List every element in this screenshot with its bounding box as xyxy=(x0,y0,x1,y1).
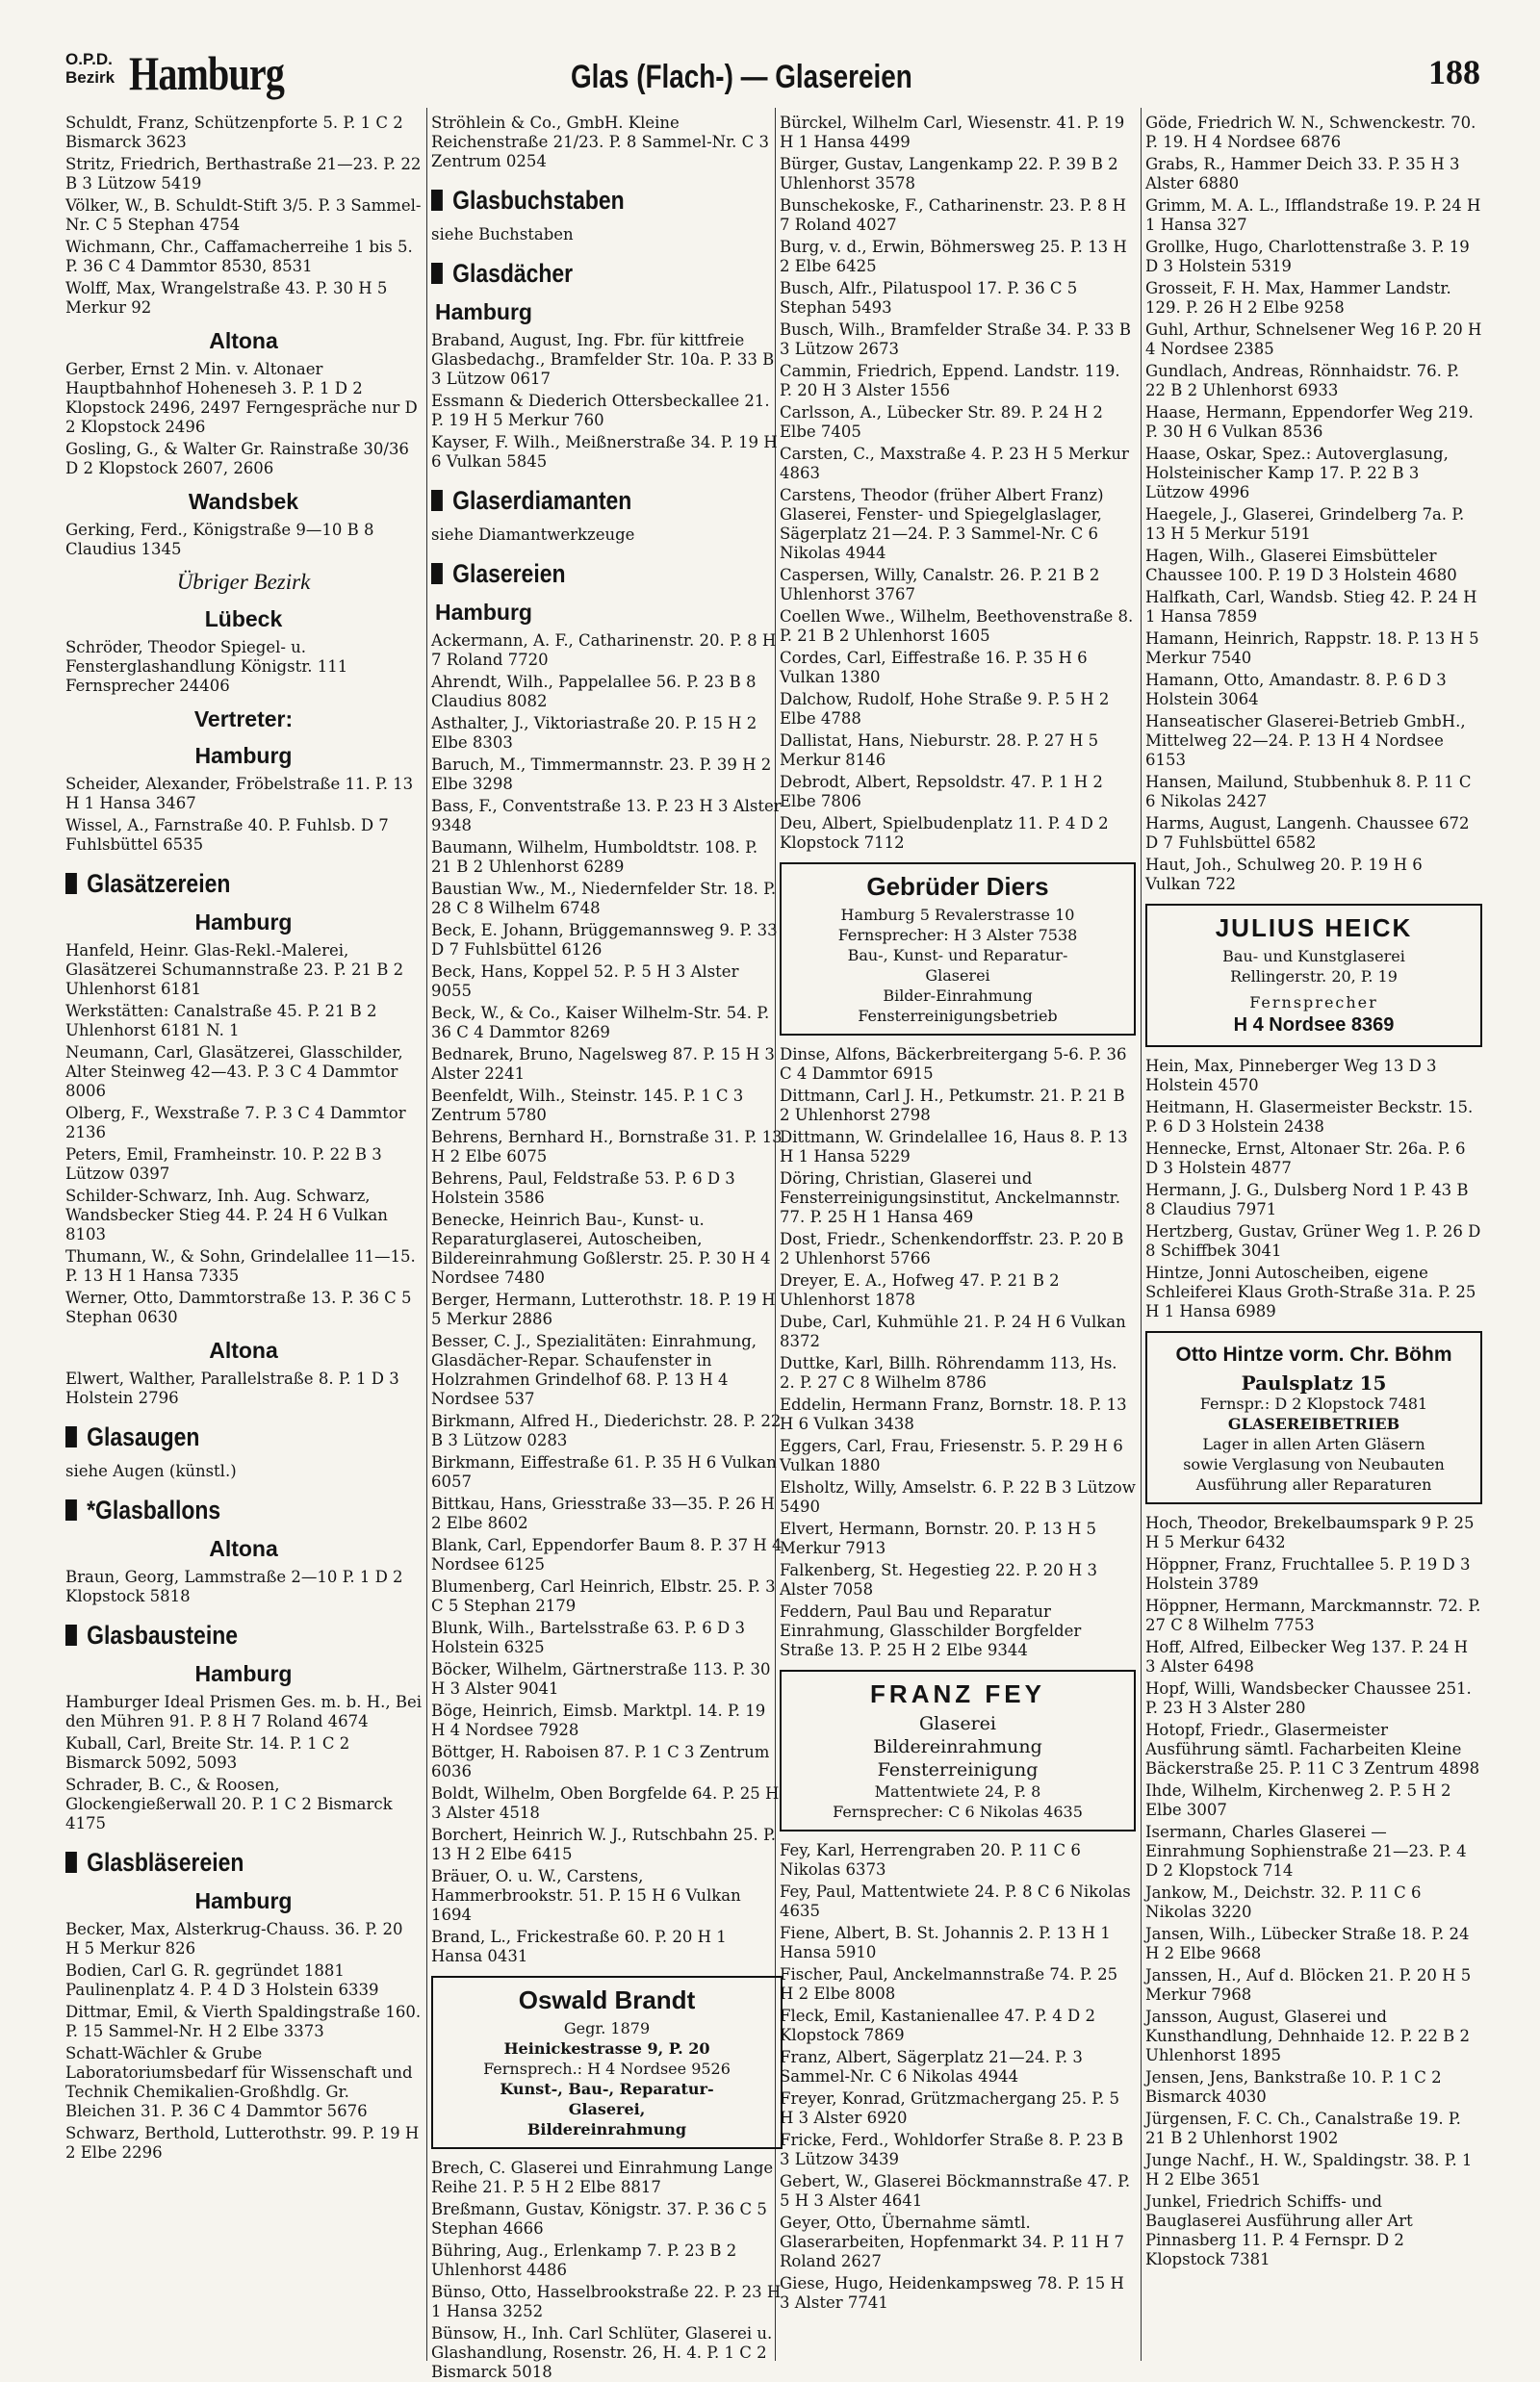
directory-entry: Gundlach, Andreas, Rönnhaidstr. 76. P. 22 B 2 Uhlenhorst 6933 xyxy=(1145,362,1460,399)
column-2 xyxy=(431,114,783,2381)
directory-entry: Dreyer, E. A., Hofweg 47. P. 21 B 2 Uhlenhorst 1878 xyxy=(780,1271,1060,1309)
directory-entry: Junkel, Friedrich Schiffs- und Bauglaserei Ausführung aller Art Pinnasberg 11. P. 4 Fernspr. D 2 Klopstock 7381 xyxy=(1145,2192,1413,2268)
directory-entry: Caspersen, Willy, Canalstr. 26. P. 21 B 2 Uhlenhorst 3767 xyxy=(780,566,1100,603)
directory-entry: Burg, v. d., Erwin, Böhmersweg 25. P. 13 H 2 Elbe 6425 xyxy=(780,238,1127,275)
subheading-hamburg: Hamburg xyxy=(435,600,532,625)
subheading-altona: Altona xyxy=(209,1536,278,1561)
directory-entry: Baustian Ww., M., Niedernfelder Str. 18. P. 28 C 8 Wilhelm 6748 xyxy=(431,880,777,917)
directory-entry: Böttger, H. Raboisen 87. P. 1 C 3 Zentrum 6036 xyxy=(431,1743,770,1780)
ad-line: Fernspr.: D 2 Klopstock 7481 xyxy=(1199,1395,1428,1413)
section-glasballons: *Glasballons xyxy=(65,1495,369,1525)
subheading-luebeck: Lübeck xyxy=(204,606,283,631)
directory-entry: Braun, Georg, Lammstraße 2—10 P. 1 D 2 Klopstock 5818 xyxy=(65,1568,403,1605)
entries-group xyxy=(431,331,783,472)
ad-line: Bildereinrahmung xyxy=(526,2120,687,2139)
directory-entry: Cammin, Friedrich, Eppend. Landstr. 119. P. 20 H 3 Alster 1556 xyxy=(780,362,1120,399)
directory-entry: Bittkau, Hans, Griesstraße 33—35. P. 26 H 2 Elbe 8602 xyxy=(431,1495,775,1532)
directory-entry: Debrodt, Albert, Repsoldstr. 47. P. 1 H 2 Elbe 7806 xyxy=(780,773,1103,810)
directory-entry: Beck, W., & Co., Kaiser Wilhelm-Str. 54. P. 36 C 4 Dammtor 8269 xyxy=(431,1004,770,1041)
directory-entry: Grabs, R., Hammer Deich 33. P. 35 H 3 Alster 6880 xyxy=(1145,155,1460,192)
directory-entry: Ströhlein & Co., GmbH. Kleine Reichenstraße 21/23. P. 8 Sammel-Nr. C 3 Zentrum 0254 xyxy=(431,114,770,170)
column-4 xyxy=(1145,114,1482,2366)
directory-entry: Elvert, Hermann, Bornstr. 20. P. 13 H 5 Merkur 7913 xyxy=(780,1520,1097,1557)
subheading-hamburg: Hamburg xyxy=(194,743,293,768)
ad-line: Bilder-Einrahmung xyxy=(883,986,1033,1005)
entries-group xyxy=(65,360,422,478)
directory-entry: Blumenberg, Carl Heinrich, Elbstr. 25. P. 3 C 5 Stephan 2179 xyxy=(431,1577,776,1615)
section-glasaugen: Glasaugen xyxy=(65,1422,369,1452)
directory-entry: Elwert, Walther, Parallelstraße 8. P. 1 D 3 Holstein 2796 xyxy=(65,1370,399,1407)
directory-entry: Halfkath, Carl, Wandsb. Stieg 42. P. 24 H 1 Hansa 7859 xyxy=(1145,588,1477,626)
directory-entry: Scheider, Alexander, Fröbelstraße 11. P. 13 H 1 Hansa 3467 xyxy=(65,775,414,812)
entries-group xyxy=(780,1841,1136,2313)
directory-entry: Haase, Hermann, Eppendorfer Weg 219. P. 30 H 6 Vulkan 8536 xyxy=(1145,403,1474,441)
directory-entry: Hamann, Otto, Amandastr. 8. P. 6 D 3 Holstein 3064 xyxy=(1145,671,1447,708)
page-header xyxy=(65,46,1480,106)
directory-entry: Hertzberg, Gustav, Grüner Weg 1. P. 26 D 8 Schiffbek 3041 xyxy=(1145,1222,1481,1260)
directory-entry: Dinse, Alfons, Bäckerbreitergang 5-6. P. 36 C 4 Dammtor 6915 xyxy=(780,1045,1127,1083)
directory-entry: Hanfeld, Heinr. Glas-Rekl.-Malerei, Glasätzerei Schumannstraße 23. P. 21 B 2 Uhlenhorst 6181 xyxy=(65,941,404,998)
directory-entry: Borchert, Heinrich W. J., Rutschbahn 25. P. 13 H 2 Elbe 6415 xyxy=(431,1826,776,1863)
directory-entry: Birkmann, Alfred H., Diederichstr. 28. P. 22 B 3 Lützow 0283 xyxy=(431,1412,782,1449)
cross-reference: siehe Augen (künstl.) xyxy=(65,1462,237,1480)
ad-title: Oswald Brandt xyxy=(518,1985,696,2014)
directory-entry: Gebert, W., Glaserei Böckmannstraße 47. P. 5 H 3 Alster 4641 xyxy=(780,2172,1131,2210)
directory-entry: Breßmann, Gustav, Königstr. 37. P. 36 C 5 Stephan 4666 xyxy=(431,2200,767,2238)
directory-entry: Schrader, B. C., & Roosen, Glockengießerwall 20. P. 1 C 2 Bismarck 4175 xyxy=(65,1776,393,1832)
directory-entry: Dallistat, Hans, Nieburstr. 28. P. 27 H 5 Merkur 8146 xyxy=(780,731,1099,769)
ad-line: Rellingerstr. 20, P. 19 xyxy=(1230,967,1398,986)
directory-entry: Falkenberg, St. Hegestieg 22. P. 20 H 3 Alster 7058 xyxy=(780,1561,1098,1599)
ad-title: FRANZ FEY xyxy=(870,1679,1045,1708)
directory-entry: Hoff, Alfred, Eilbecker Weg 137. P. 24 H 3 Alster 6498 xyxy=(1145,1638,1469,1676)
directory-entry: Essmann & Diederich Ottersbeckallee 21. P. 19 H 5 Merkur 760 xyxy=(431,392,770,429)
directory-entry: Haegele, J., Glaserei, Grindelberg 7a. P. 13 H 5 Merkur 5191 xyxy=(1145,505,1465,543)
directory-entry: Beck, Hans, Koppel 52. P. 5 H 3 Alster 9055 xyxy=(431,962,739,1000)
directory-entry: Hein, Max, Pinneberger Weg 13 D 3 Holstein 4570 xyxy=(1145,1057,1437,1094)
entries-group xyxy=(65,1370,422,1408)
ad-line: Glaserei xyxy=(919,1713,996,1734)
ad-line: Fernsprecher: H 3 Alster 7538 xyxy=(837,926,1078,944)
subheading-wandsbek: Wandsbek xyxy=(188,489,299,514)
ad-line: Bau-, Kunst- und Reparatur- xyxy=(847,946,1068,964)
entries-group xyxy=(780,1045,1136,1660)
directory-entry: Wichmann, Chr., Caffamacherreihe 1 bis 5. P. 36 C 4 Dammtor 8530, 8531 xyxy=(65,238,413,275)
directory-entry: Deu, Albert, Spielbudenplatz 11. P. 4 D 2 Klopstock 7112 xyxy=(780,814,1109,852)
directory-entry: Elsholtz, Willy, Amselstr. 6. P. 22 B 3 Lützow 5490 xyxy=(780,1478,1136,1516)
directory-entry: Schwarz, Berthold, Lutterothstr. 99. P. 19 H 2 Elbe 2296 xyxy=(65,2124,420,2162)
subheading-uebriger-bezirk: Übriger Bezirk xyxy=(176,570,311,594)
directory-entry: Bünso, Otto, Hasselbrookstraße 22. P. 23 H 1 Hansa 3252 xyxy=(431,2283,782,2320)
directory-entry: Jankow, M., Deichstr. 32. P. 11 C 6 Nikolas 3220 xyxy=(1145,1883,1422,1921)
directory-entry: Grimm, M. A. L., Ifflandstraße 19. P. 24 H 1 Hansa 327 xyxy=(1145,196,1481,234)
directory-entry: Olberg, F., Wexstraße 7. P. 3 C 4 Dammtor 2136 xyxy=(65,1104,406,1141)
directory-entry: Bednarek, Bruno, Nagelsweg 87. P. 15 H 3 Alster 2241 xyxy=(431,1045,775,1083)
directory-entry: Guhl, Arthur, Schnelsener Weg 16 P. 20 H 4 Nordsee 2385 xyxy=(1145,320,1482,358)
directory-entry: Geyer, Otto, Übernahme sämtl. Glaserarbeiten, Hopfenmarkt 34. P. 11 H 7 Roland 2627 xyxy=(780,2214,1124,2270)
directory-entry: Isermann, Charles Glaserei — Einrahmung Sophienstraße 21—23. P. 4 D 2 Klopstock 714 xyxy=(1145,1823,1467,1880)
directory-entry: Freyer, Konrad, Grützmachergang 25. P. 5 H 3 Alster 6920 xyxy=(780,2089,1120,2127)
directory-entry: Bürger, Gustav, Langenkamp 22. P. 39 B 2 Uhlenhorst 3578 xyxy=(780,155,1118,192)
entries-group xyxy=(65,114,422,318)
ad-line: Mattentwiete 24, P. 8 xyxy=(874,1782,1041,1801)
ad-line: Paulsplatz 15 xyxy=(1241,1371,1387,1395)
entries-group xyxy=(65,521,422,559)
directory-entry: Bünsow, H., Inh. Carl Schlüter, Glaserei u. Glashandlung, Rosenstr. 26, H. 4. P. 1 C 2 Bismarck 5018 xyxy=(431,2324,773,2381)
directory-entry: Ahrendt, Wilh., Pappelallee 56. P. 23 B 8 Claudius 8082 xyxy=(431,673,757,710)
entries-group xyxy=(65,1920,422,2163)
directory-entry: Behrens, Bernhard H., Bornstraße 31. P. 13 H 2 Elbe 6075 xyxy=(431,1128,783,1165)
entries-group xyxy=(1145,1057,1482,1321)
directory-entry: Blank, Carl, Eppendorfer Baum 8. P. 37 H 4 Nordsee 6125 xyxy=(431,1536,783,1574)
directory-entry: Jensen, Jens, Bankstraße 10. P. 1 C 2 Bismarck 4030 xyxy=(1145,2068,1442,2106)
directory-entry: Werkstätten: Canalstraße 45. P. 21 B 2 Uhlenhorst 6181 N. 1 xyxy=(65,1002,377,1039)
subheading-vertreter: Vertreter: xyxy=(193,706,294,731)
ad-title: JULIUS HEICK xyxy=(1215,913,1413,942)
directory-entry: Bräuer, O. u. W., Carstens, Hammerbrookstr. 51. P. 15 H 6 Vulkan 1694 xyxy=(431,1867,741,1924)
advertisement-julius-heick xyxy=(1145,904,1482,1047)
section-glasbuchstaben: Glasbuchstaben xyxy=(431,185,730,216)
entries-group xyxy=(431,2159,783,2382)
directory-entry: Behrens, Paul, Feldstraße 53. P. 6 D 3 Holstein 3586 xyxy=(431,1169,735,1207)
directory-entry: Eggers, Carl, Frau, Friesenstr. 5. P. 29 H 6 Vulkan 1880 xyxy=(780,1437,1123,1474)
directory-entry: Hennecke, Ernst, Altonaer Str. 26a. P. 6 D 3 Holstein 4877 xyxy=(1145,1140,1466,1177)
directory-entry: Coellen Wwe., Wilhelm, Beethovenstraße 8. P. 21 B 2 Uhlenhorst 1605 xyxy=(780,607,1134,645)
directory-entry: Bass, F., Conventstraße 13. P. 23 H 3 Alster 9348 xyxy=(431,797,782,834)
ad-line: Glaserei, xyxy=(568,2100,646,2118)
directory-entry: Boldt, Wilhelm, Oben Borgfelde 64. P. 25 H 3 Alster 4518 xyxy=(431,1784,780,1822)
directory-entry: Berger, Hermann, Lutterothstr. 18. P. 19 H 5 Merkur 2886 xyxy=(431,1291,776,1328)
directory-entry: Gerking, Ferd., Königstraße 9—10 B 8 Claudius 1345 xyxy=(65,521,374,558)
directory-entry: Böcker, Wilhelm, Gärtnerstraße 113. P. 30 H 3 Alster 9041 xyxy=(431,1660,771,1698)
ad-title: Gebrüder Diers xyxy=(866,872,1049,901)
directory-entry: Hamburger Ideal Prismen Ges. m. b. H., Bei den Mühren 91. P. 8 H 7 Roland 4674 xyxy=(65,1693,423,1730)
ad-line: Lager in allen Arten Gläsern xyxy=(1202,1435,1425,1453)
column-rule-1 xyxy=(426,108,427,2361)
ad-line: Bau- und Kunstglaserei xyxy=(1222,947,1405,965)
directory-entry: Ihde, Wilhelm, Kirchenweg 2. P. 5 H 2 Elbe 3007 xyxy=(1145,1781,1451,1819)
directory-entry: Dittmann, Carl J. H., Petkumstr. 21. P. 21 B 2 Uhlenhorst 2798 xyxy=(780,1087,1125,1124)
directory-entry: Besser, C. J., Spezialitäten: Einrahmung, Glasdächer-Repar. Schaufenster in Holzrahmen Grindelhof 68. P. 13 H 4 Nordsee 537 xyxy=(431,1332,757,1408)
directory-entry: Heitmann, H. Glasermeister Beckstr. 15. P. 6 D 3 Holstein 2438 xyxy=(1145,1098,1474,1136)
advertisement-franz-fey xyxy=(780,1670,1136,1831)
directory-entry: Janssen, H., Auf d. Blöcken 21. P. 20 H 5 Merkur 7968 xyxy=(1145,1966,1472,2004)
directory-entry: Fischer, Paul, Anckelmannstraße 74. P. 25 H 2 Elbe 8008 xyxy=(780,1965,1118,2003)
directory-entry: Fleck, Emil, Kastanienallee 47. P. 4 D 2 Klopstock 7869 xyxy=(780,2007,1095,2044)
column-3 xyxy=(780,114,1136,2366)
directory-entry: Hoch, Theodor, Brekelbaumspark 9 P. 25 H 5 Merkur 6432 xyxy=(1145,1514,1475,1551)
subheading-hamburg: Hamburg xyxy=(194,1888,293,1913)
directory-entry: Feddern, Paul Bau und Reparatur Einrahmung, Glasschilder Borgfelder Straße 13. P. 25 H 2 Elbe 9344 xyxy=(780,1602,1082,1659)
subheading-hamburg: Hamburg xyxy=(194,909,293,935)
ad-line: Fernsprecher: C 6 Nikolas 4635 xyxy=(833,1803,1083,1821)
ad-line: Fensterreinigungsbetrieb xyxy=(858,1007,1058,1025)
directory-entry: Dittmar, Emil, & Vierth Spaldingstraße 160. P. 15 Sammel-Nr. H 2 Elbe 3373 xyxy=(65,2003,422,2040)
directory-entry: Blunk, Wilh., Bartelsstraße 63. P. 6 D 3 Holstein 6325 xyxy=(431,1619,746,1656)
directory-entry: Beenfeldt, Wilh., Steinstr. 145. P. 1 C 3 Zentrum 5780 xyxy=(431,1087,744,1124)
directory-entry: Kuball, Carl, Breite Str. 14. P. 1 C 2 Bismarck 5092, 5093 xyxy=(65,1734,350,1772)
entries-group xyxy=(1145,114,1482,894)
directory-entry: Beck, E. Johann, Brüggemannsweg 9. P. 33 D 7 Fuhlsbüttel 6126 xyxy=(431,921,778,959)
directory-entry: Hintze, Jonni Autoscheiben, eigene Schleiferei Klaus Groth-Straße 31a. P. 25 H 1 Hansa 6989 xyxy=(1145,1264,1476,1320)
directory-entry: Franz, Albert, Sägerplatz 21—24. P. 3 Sammel-Nr. C 6 Nikolas 4944 xyxy=(780,2048,1083,2086)
directory-entry: Brech, C. Glaserei und Einrahmung Lange Reihe 21. P. 5 H 2 Elbe 8817 xyxy=(431,2159,774,2196)
directory-entry: Fricke, Ferd., Wohldorfer Straße 8. P. 23 B 3 Lützow 3439 xyxy=(780,2131,1123,2168)
directory-entry: Ackermann, A. F., Catharinenstr. 20. P. 8 H 7 Roland 7720 xyxy=(431,631,777,669)
directory-entry: Dittmann, W. Grindelallee 16, Haus 8. P. 13 H 1 Hansa 5229 xyxy=(780,1128,1128,1165)
opd-bezirk-label: O.P.D. Bezirk xyxy=(65,50,116,87)
cross-reference: siehe Diamantwerkzeuge xyxy=(431,525,635,544)
directory-entry: Jürgensen, F. C. Ch., Canalstraße 19. P. 21 B 2 Uhlenhorst 1902 xyxy=(1145,2110,1461,2147)
directory-entry: Hotopf, Friedr., Glasermeister Ausführung sämtl. Facharbeiten Kleine Bäckerstraße 25. P. 11 C 3 Zentrum 4898 xyxy=(1145,1721,1480,1778)
subheading-hamburg: Hamburg xyxy=(194,1661,293,1686)
ad-line: Fensterreinigung xyxy=(877,1759,1039,1780)
directory-entry: Duttke, Karl, Billh. Röhrendamm 113, Hs. 2. P. 27 C 8 Wilhelm 8786 xyxy=(780,1354,1117,1392)
directory-entry: Asthalter, J., Viktoriastraße 20. P. 15 H 2 Elbe 8303 xyxy=(431,714,757,752)
directory-entry: Fey, Paul, Mattentwiete 24. P. 8 C 6 Nikolas 4635 xyxy=(780,1883,1131,1920)
directory-entry: Braband, August, Ing. Fbr. für kittfreie Glasbedachg., Bramfelder Str. 10a. P. 33 B 3 Lützow 0617 xyxy=(431,331,775,388)
ad-line: Bildereinrahmung xyxy=(873,1736,1042,1757)
subheading-altona: Altona xyxy=(209,328,278,353)
directory-entry: Haut, Joh., Schulweg 20. P. 19 H 6 Vulkan 722 xyxy=(1145,856,1423,893)
cross-reference: siehe Buchstaben xyxy=(431,225,574,243)
section-glasdaecher: Glasdächer xyxy=(431,258,730,289)
directory-entry: Carlsson, A., Lübecker Str. 89. P. 24 H 2 Elbe 7405 xyxy=(780,403,1103,441)
directory-entry: Jansson, August, Glaserei und Kunsthandlung, Dehnhaide 12. P. 22 B 2 Uhlenhorst 1895 xyxy=(1145,2008,1470,2064)
directory-entry: Hanseatischer Glaserei-Betrieb GmbH., Mittelweg 22—24. P. 13 H 4 Nordsee 6153 xyxy=(1145,712,1466,769)
entries-group xyxy=(65,638,422,696)
directory-entry: Jansen, Wilh., Lübecker Straße 18. P. 24 H 2 Elbe 9668 xyxy=(1145,1925,1470,1962)
directory-entry: Göde, Friedrich W. N., Schwenckestr. 70. P. 19. H 4 Nordsee 6876 xyxy=(1145,114,1476,151)
directory-entry: Cordes, Carl, Eiffestraße 16. P. 35 H 6 Vulkan 1380 xyxy=(780,649,1088,686)
directory-entry: Busch, Alfr., Pilatuspool 17. P. 36 C 5 Stephan 5493 xyxy=(780,279,1078,317)
directory-entry: Junge Nachf., H. W., Spaldingstr. 38. P. 1 H 2 Elbe 3651 xyxy=(1145,2151,1473,2189)
ad-line: Glaserei xyxy=(925,966,990,985)
directory-entry: Bodien, Carl G. R. gegründet 1881 Paulinenplatz 4. P. 4 D 3 Holstein 6339 xyxy=(65,1961,379,1999)
directory-entry: Hamann, Heinrich, Rappstr. 18. P. 13 H 5 Merkur 7540 xyxy=(1145,629,1479,667)
directory-entry: Dalchow, Rudolf, Hohe Straße 9. P. 5 H 2 Elbe 4788 xyxy=(780,690,1110,728)
directory-entry: Brand, L., Frickestraße 60. P. 20 H 1 Hansa 0431 xyxy=(431,1928,727,1965)
directory-entry: Haase, Oskar, Spez.: Autoverglasung, Holsteinischer Kamp 17. P. 22 B 3 Lützow 4996 xyxy=(1145,445,1449,501)
directory-entry: Grollke, Hugo, Charlottenstraße 3. P. 19 D 3 Holstein 5319 xyxy=(1145,238,1470,275)
advertisement-otto-hintze xyxy=(1145,1331,1482,1504)
directory-entry: Hopf, Willi, Wandsbecker Chaussee 251. P. 23 H 3 Alster 280 xyxy=(1145,1679,1472,1717)
subheading-altona: Altona xyxy=(209,1338,278,1363)
directory-entry: Schatt-Wächler & Grube Laboratoriumsbedarf für Wissenschaft und Technik Chemikalien-Großhdlg. Gr. Bleichen 31. P. 36 C 4 Dammtor 5676 xyxy=(65,2044,413,2120)
directory-entry: Harms, August, Langenh. Chaussee 672 D 7 Fuhlsbüttel 6582 xyxy=(1145,814,1470,852)
entries-group xyxy=(431,631,783,1966)
entries-group xyxy=(65,775,422,855)
directory-entry: Dost, Friedr., Schenkendorffstr. 23. P. 20 B 2 Uhlenhorst 5766 xyxy=(780,1230,1124,1268)
advertisement-gebrueder-diers xyxy=(780,862,1136,1036)
ad-line: Fernsprecher xyxy=(1249,993,1378,1012)
directory-entry: Schröder, Theodor Spiegel- u. Fensterglashandlung Königstr. 111 Fernsprecher 24406 xyxy=(65,638,348,695)
page-number: 188 xyxy=(1428,53,1480,91)
directory-entry: Eddelin, Hermann Franz, Bornstr. 18. P. 13 H 6 Vulkan 3438 xyxy=(780,1396,1127,1433)
ad-title: Otto Hintze vorm. Chr. Böhm xyxy=(1175,1344,1452,1366)
directory-entry: Peters, Emil, Framheinstr. 10. P. 22 B 3 Lützow 0397 xyxy=(65,1145,382,1183)
directory-entry: Völker, W., B. Schuldt-Stift 3/5. P. 3 Sammel-Nr. C 5 Stephan 4754 xyxy=(65,196,422,234)
directory-entry: Bühring, Aug., Erlenkamp 7. P. 23 B 2 Uhlenhorst 4486 xyxy=(431,2241,737,2279)
directory-entry: Gosling, G., & Walter Gr. Rainstraße 30/36 D 2 Klopstock 2607, 2606 xyxy=(65,440,409,477)
entries-group xyxy=(65,1568,422,1606)
directory-entry: Hermann, J. G., Dulsberg Nord 1 P. 43 B 8 Claudius 7971 xyxy=(1145,1181,1469,1218)
city-title: Hamburg xyxy=(129,46,285,100)
section-glasblaesereien: Glasbläsereien xyxy=(65,1847,369,1878)
directory-entry: Döring, Christian, Glaserei und Fensterreinigungsinstitut, Anckelmannstr. 77. P. 25 H 1 Hansa 469 xyxy=(780,1169,1121,1226)
entries-group xyxy=(65,1693,422,1833)
advertisement-oswald-brandt xyxy=(431,1976,783,2149)
directory-entry: Thumann, W., & Sohn, Grindelallee 11—15. P. 13 H 1 Hansa 7335 xyxy=(65,1247,416,1285)
directory-entry: Becker, Max, Alsterkrug-Chauss. 36. P. 20 H 5 Merkur 826 xyxy=(65,1920,403,1958)
directory-entry: Werner, Otto, Dammtorstraße 13. P. 36 C 5 Stephan 0630 xyxy=(65,1289,412,1326)
directory-entry: Birkmann, Eiffestraße 61. P. 35 H 6 Vulkan 6057 xyxy=(431,1453,777,1491)
directory-entry: Bürckel, Wilhelm Carl, Wiesenstr. 41. P. 19 H 1 Hansa 4499 xyxy=(780,114,1125,151)
directory-entry: Neumann, Carl, Glasätzerei, Glasschilder, Alter Steinweg 42—43. P. 3 C 4 Dammtor 8006 xyxy=(65,1043,403,1100)
directory-entry: Grosseit, F. H. Max, Hammer Landstr. 129. P. 26 H 2 Elbe 9258 xyxy=(1145,279,1451,317)
section-glaserdiamanten: Glaserdiamanten xyxy=(431,485,730,516)
section-glasbausteine: Glasbausteine xyxy=(65,1620,369,1651)
directory-entry: Schuldt, Franz, Schützenpforte 5. P. 1 C 2 Bismarck 3623 xyxy=(65,114,403,151)
ad-line: Heinickestrasse 9, P. 20 xyxy=(503,2039,710,2058)
entries-group xyxy=(1145,1514,1482,2269)
entries-group xyxy=(65,941,422,1327)
directory-entry: Wissel, A., Farnstraße 40. P. Fuhlsb. D 7 Fuhlsbüttel 6535 xyxy=(65,816,389,854)
directory-entry: Hansen, Mailund, Stubbenhuk 8. P. 11 C 6 Nikolas 2427 xyxy=(1145,773,1472,810)
directory-entry: Dube, Carl, Kuhmühle 21. P. 24 H 6 Vulkan 8372 xyxy=(780,1313,1126,1350)
entries-group xyxy=(780,114,1136,853)
ad-line: Ausführung aller Reparaturen xyxy=(1195,1475,1432,1494)
directory-entry: Busch, Wilh., Bramfelder Straße 34. P. 33 B 3 Lützow 2673 xyxy=(780,320,1132,358)
ad-line: GLASEREIBETRIEB xyxy=(1227,1415,1400,1433)
directory-entry: Wolff, Max, Wrangelstraße 43. P. 30 H 5 Merkur 92 xyxy=(65,279,388,317)
column-rule-3 xyxy=(1141,108,1142,2361)
directory-entry: Giese, Hugo, Heidenkampsweg 78. P. 15 H 3 Alster 7741 xyxy=(780,2274,1124,2312)
ad-line: H 4 Nordsee 8369 xyxy=(1233,1014,1395,1036)
subheading-hamburg: Hamburg xyxy=(435,299,532,324)
directory-entry: Böge, Heinrich, Eimsb. Marktpl. 14. P. 19 H 4 Nordsee 7928 xyxy=(431,1702,766,1739)
directory-entry: Gerber, Ernst 2 Min. v. Altonaer Hauptbahnhof Hoheneseh 3. P. 1 D 2 Klopstock 2496, 2497 Ferngespräche nur D 2 Klopstock 2496 xyxy=(65,360,418,436)
directory-entry: Kayser, F. Wilh., Meißnerstraße 34. P. 19 H 6 Vulkan 5845 xyxy=(431,433,778,471)
directory-entry: Baruch, M., Timmermannstr. 23. P. 39 H 2 Elbe 3298 xyxy=(431,756,772,793)
section-heading: Glas (Flach-) — Glasereien xyxy=(571,59,912,95)
ad-line: Fernsprech.: H 4 Nordsee 9526 xyxy=(483,2060,731,2078)
directory-entry: Benecke, Heinrich Bau-, Kunst- u. Reparaturglaserei, Autoscheiben, Bildereinrahmung Goßlerstr. 25. P. 30 H 4 Nordsee 7480 xyxy=(431,1211,771,1287)
section-glasereien: Glasereien xyxy=(431,558,730,589)
directory-entry: Fiene, Albert, B. St. Johannis 2. P. 13 H 1 Hansa 5910 xyxy=(780,1924,1111,1961)
ad-line: Kunst-, Bau-, Reparatur- xyxy=(500,2080,714,2098)
ad-line: Hamburg 5 Revalerstrasse 10 xyxy=(840,906,1075,924)
directory-entry: Höppner, Hermann, Marckmannstr. 72. P. 27 C 8 Wilhelm 7753 xyxy=(1145,1597,1481,1634)
directory-entry: Carstens, Theodor (früher Albert Franz) Glaserei, Fenster- und Spiegelglaslager, Sägerplatz 21—24. P. 3 Sammel-Nr. C 6 Nikolas 4944 xyxy=(780,486,1104,562)
directory-entry: Hagen, Wilh., Glaserei Eimsbütteler Chaussee 100. P. 19 D 3 Holstein 4680 xyxy=(1145,547,1457,584)
section-glasaetzereien: Glasätzereien xyxy=(65,868,369,899)
directory-entry: Carsten, C., Maxstraße 4. P. 23 H 5 Merkur 4863 xyxy=(780,445,1129,482)
directory-entry: Höppner, Franz, Fruchtallee 5. P. 19 D 3 Holstein 3789 xyxy=(1145,1555,1471,1593)
directory-entry: Fey, Karl, Herrengraben 20. P. 11 C 6 Nikolas 6373 xyxy=(780,1841,1081,1879)
directory-entry: Schilder-Schwarz, Inh. Aug. Schwarz, Wandsbecker Stieg 44. P. 24 H 6 Vulkan 8103 xyxy=(65,1187,388,1243)
directory-entry: Baumann, Wilhelm, Humboldtstr. 108. P. 21 B 2 Uhlenhorst 6289 xyxy=(431,838,758,876)
column-1 xyxy=(65,114,422,2366)
entries-group xyxy=(431,114,783,171)
ad-line: Gegr. 1879 xyxy=(563,2019,651,2037)
ad-line: sowie Verglasung von Neubauten xyxy=(1183,1455,1445,1473)
directory-entry: Bunschekoske, F., Catharinenstr. 23. P. 8 H 7 Roland 4027 xyxy=(780,196,1127,234)
directory-entry: Stritz, Friedrich, Berthastraße 21—23. P. 22 B 3 Lützow 5419 xyxy=(65,155,422,192)
